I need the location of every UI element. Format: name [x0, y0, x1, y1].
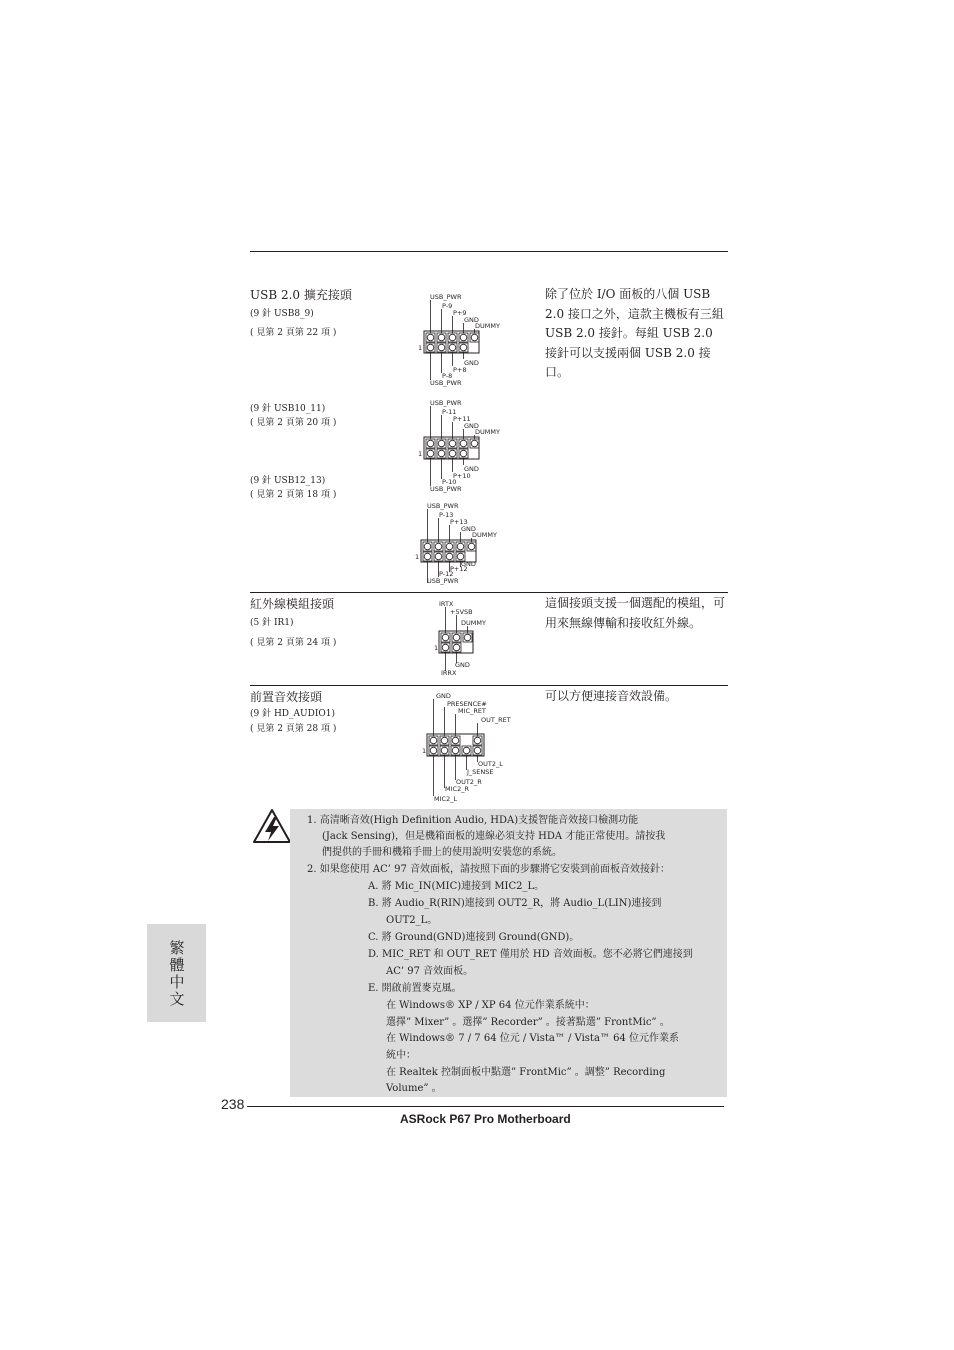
- note-line: B. 將 Audio_R(RIN)連接到 OUT2_R，將 Audio_L(LIN)連接到: [368, 898, 662, 909]
- usb-sub-3: (9 針 USB12_13): [250, 476, 326, 486]
- audio-description: 可以方便連接音效設備。: [545, 689, 678, 703]
- ir-ref: ( 見第 2 頁第 24 項 ): [250, 638, 337, 648]
- pin-label: GND: [464, 316, 479, 324]
- pin-label: USB_PWR: [430, 379, 462, 387]
- pin-label: DUMMY: [475, 322, 500, 330]
- pin-label: P+12: [450, 565, 468, 573]
- usb-header-diagram-3: [412, 499, 522, 599]
- ir-title: 紅外線模組接頭: [250, 597, 335, 611]
- section-rule: [250, 592, 728, 593]
- note-line: C. 將 Ground(GND)連接到 Ground(GND)。: [368, 932, 580, 943]
- note-line: A. 將 Mic_IN(MIC)連接到 MIC2_L。: [368, 881, 545, 892]
- pin-label: GND: [464, 359, 479, 367]
- note-line: Volume” 。: [386, 1083, 442, 1094]
- footer-title: ASRock P67 Pro Motherboard: [400, 1112, 571, 1126]
- pin-label: P+11: [453, 415, 471, 423]
- pin-label: USB_PWR: [427, 502, 459, 510]
- page-number: 238: [221, 1096, 245, 1112]
- note-line: 1. 高清晰音效(High Definition Audio, HDA)支援智能音效接口檢測功能: [307, 815, 639, 826]
- pin-label: OUT2_R: [456, 778, 482, 786]
- usb-ref-1: ( 見第 2 頁第 22 項 ): [250, 328, 337, 338]
- usb-sub-1: (9 針 USB8_9): [250, 309, 314, 319]
- pin-label: USB_PWR: [427, 577, 459, 585]
- pin-label: DUMMY: [461, 619, 486, 627]
- pin-one-marker: 1: [415, 553, 420, 561]
- pin-label: GND: [436, 692, 451, 700]
- usb-title: USB 2.0 擴充接頭: [250, 288, 352, 302]
- pin-label: OUT2_L: [478, 760, 503, 768]
- note-line: E. 開啟前置麥克風。: [368, 983, 462, 994]
- pin-label: USB_PWR: [430, 485, 462, 493]
- footer-rule: [247, 1106, 724, 1107]
- pin-label: IRRX: [441, 669, 457, 677]
- pin-label: J_SENSE: [467, 768, 494, 776]
- usb-header-diagram-2: [415, 396, 525, 496]
- pin-label: MIC2_L: [434, 795, 458, 803]
- header-rule: [250, 251, 728, 252]
- note-line: 們提供的手冊和機箱手冊上的使用說明安裝您的系統。: [322, 847, 562, 858]
- audio-header-diagram: [420, 688, 530, 806]
- pin-label: P+9: [453, 309, 467, 317]
- note-box: [290, 809, 727, 1097]
- note-line: 在 Windows® XP / XP 64 位元作業系統中：: [386, 1000, 595, 1011]
- note-line: 選擇” Mixer” 。選擇” Recorder” 。接著點選” FrontMic” 。: [386, 1017, 670, 1028]
- warning-icon: [252, 808, 292, 846]
- language-side-tab: [147, 924, 206, 1022]
- pin-label: IRTX: [439, 600, 454, 608]
- note-line: 統中：: [386, 1050, 416, 1061]
- audio-ref: ( 見第 2 頁第 28 項 ): [250, 724, 337, 734]
- note-line: OUT2_L。: [386, 915, 438, 926]
- pin-label: MIC2_R: [445, 785, 469, 793]
- pin-one-marker: 1: [418, 450, 423, 458]
- pin-label: P-12: [439, 570, 454, 578]
- usb-sub-2: (9 針 USB10_11): [250, 404, 326, 414]
- language-label: 繁體中文: [169, 939, 185, 1008]
- note-line: 在 Realtek 控制面板中點選” FrontMic” 。調整” Recording: [386, 1067, 666, 1078]
- pin-label: P-10: [442, 478, 457, 486]
- section-rule: [250, 685, 728, 686]
- usb-description: 除了位於 I/O 面板的八個 USB 2.0 接口之外，這款主機板有三組 USB 2.0 接針。每組 USB 2.0 接針可以支援兩個 USB 2.0 接口。: [545, 287, 724, 379]
- usb-ref-2: ( 見第 2 頁第 20 項 ): [250, 418, 337, 428]
- ir-header-diagram: [433, 597, 513, 682]
- note-line: (Jack Sensing)，但是機箱面板的連線必須支持 HDA 才能正常使用。請按我: [322, 831, 666, 842]
- ir-sub: (5 針 IR1): [250, 618, 294, 628]
- pin-label: P-8: [442, 372, 453, 380]
- audio-title: 前置音效接頭: [250, 690, 323, 704]
- ir-description: 這個接頭支援一個選配的模組，可用來無線傳輸和接收紅外線。: [545, 596, 726, 630]
- pin-label: PRESENCE#: [447, 700, 487, 708]
- pin-label: GND: [464, 465, 479, 473]
- usb-ref-3: ( 見第 2 頁第 18 項 ): [250, 490, 337, 500]
- audio-sub: (9 針 HD_AUDIO1): [250, 709, 335, 719]
- pin-label: USB_PWR: [430, 293, 462, 301]
- pin-label: P+10: [453, 472, 471, 480]
- pin-label: USB_PWR: [430, 399, 462, 407]
- pin-label: GND: [455, 661, 470, 669]
- pin-label: MIC_RET: [458, 707, 486, 715]
- usb-header-diagram-1: [415, 290, 525, 390]
- pin-one-marker: 1: [422, 747, 427, 755]
- pin-label: P+8: [453, 366, 467, 374]
- pin-one-marker: 1: [418, 344, 423, 352]
- pin-label: P+13: [450, 518, 468, 526]
- pin-label: +5VSB: [450, 608, 473, 616]
- pin-label: P-11: [442, 408, 457, 416]
- pin-label: OUT_RET: [481, 716, 511, 724]
- note-line: 在 Windows® 7 / 7 64 位元 / Vista™ / Vista™ 64 位元作業系: [386, 1033, 679, 1044]
- pin-one-marker: 1: [434, 644, 439, 652]
- note-line: 2. 如果您使用 AC’ 97 音效面板，請按照下面的步驟將它安裝到前面板音效接針：: [307, 864, 671, 875]
- pin-label: DUMMY: [472, 531, 497, 539]
- pin-label: GND: [464, 422, 479, 430]
- note-line: AC’ 97 音效面板。: [386, 966, 474, 977]
- pin-label: GND: [461, 525, 476, 533]
- pin-label: P-9: [442, 302, 453, 310]
- pin-label: DUMMY: [475, 428, 500, 436]
- pin-label: GND: [461, 560, 476, 568]
- note-line: D. MIC_RET 和 OUT_RET 僅用於 HD 音效面板。您不必將它們連接到: [368, 949, 693, 960]
- pin-label: P-13: [439, 511, 454, 519]
